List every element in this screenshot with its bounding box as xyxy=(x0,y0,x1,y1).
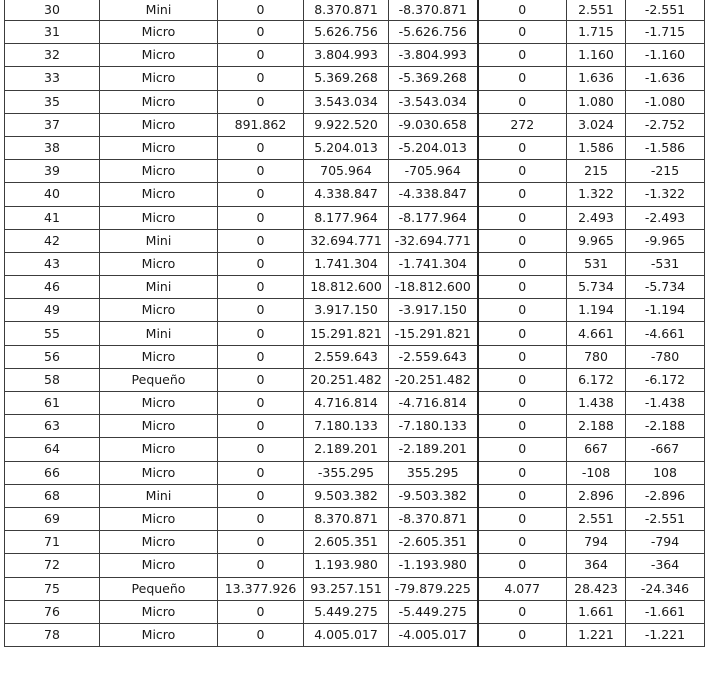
table-row xyxy=(5,438,705,461)
value-c-cell: -5.204.013 xyxy=(389,136,478,159)
value-f-cell: -2.493 xyxy=(626,206,705,229)
value-c-cell: -32.694.771 xyxy=(389,229,478,252)
id-cell: 56 xyxy=(5,345,100,368)
size-category-cell: Micro xyxy=(100,90,218,113)
size-category-cell: Micro xyxy=(100,623,218,646)
value-f-cell: -1.586 xyxy=(626,136,705,159)
table-row xyxy=(5,507,705,530)
value-b-cell: 1.193.980 xyxy=(304,554,389,577)
size-category-cell: Pequeño xyxy=(100,368,218,391)
value-e-cell: 28.423 xyxy=(567,577,626,600)
table-row xyxy=(5,90,705,113)
size-category-cell: Mini xyxy=(100,322,218,345)
value-a-cell: 0 xyxy=(218,623,304,646)
value-c-cell: -2.559.643 xyxy=(389,345,478,368)
value-d-cell: 0 xyxy=(478,531,567,554)
value-b-cell: 8.177.964 xyxy=(304,206,389,229)
value-c-cell: -5.626.756 xyxy=(389,21,478,44)
value-e-cell: 1.080 xyxy=(567,90,626,113)
value-e-cell: 2.493 xyxy=(567,206,626,229)
value-b-cell: 5.204.013 xyxy=(304,136,389,159)
id-cell: 41 xyxy=(5,206,100,229)
value-a-cell: 0 xyxy=(218,299,304,322)
id-cell: 68 xyxy=(5,484,100,507)
id-cell: 66 xyxy=(5,461,100,484)
value-f-cell: -1.221 xyxy=(626,623,705,646)
id-cell: 40 xyxy=(5,183,100,206)
table-row xyxy=(5,600,705,623)
id-cell: 43 xyxy=(5,252,100,275)
value-d-cell: 0 xyxy=(478,160,567,183)
id-cell: 55 xyxy=(5,322,100,345)
table-row xyxy=(5,113,705,136)
value-c-cell: -5.449.275 xyxy=(389,600,478,623)
value-d-cell: 0 xyxy=(478,183,567,206)
value-d-cell: 0 xyxy=(478,206,567,229)
value-e-cell: 1.438 xyxy=(567,392,626,415)
table-row xyxy=(5,183,705,206)
value-b-cell: 3.543.034 xyxy=(304,90,389,113)
id-cell: 32 xyxy=(5,44,100,67)
table-row xyxy=(5,44,705,67)
value-b-cell: 8.370.871 xyxy=(304,507,389,530)
table-row xyxy=(5,368,705,391)
id-cell: 69 xyxy=(5,507,100,530)
value-c-cell: -4.005.017 xyxy=(389,623,478,646)
value-f-cell: -794 xyxy=(626,531,705,554)
size-category-cell: Micro xyxy=(100,507,218,530)
size-category-cell: Micro xyxy=(100,438,218,461)
value-a-cell: 0 xyxy=(218,392,304,415)
table-row xyxy=(5,322,705,345)
value-c-cell: -8.370.871 xyxy=(389,0,478,21)
value-e-cell: 1.221 xyxy=(567,623,626,646)
value-a-cell: 0 xyxy=(218,90,304,113)
value-b-cell: 5.369.268 xyxy=(304,67,389,90)
table-row xyxy=(5,160,705,183)
value-a-cell: 0 xyxy=(218,484,304,507)
value-e-cell: 1.586 xyxy=(567,136,626,159)
value-f-cell: -1.438 xyxy=(626,392,705,415)
value-d-cell: 0 xyxy=(478,299,567,322)
value-e-cell: 1.661 xyxy=(567,600,626,623)
value-b-cell: 32.694.771 xyxy=(304,229,389,252)
table-row xyxy=(5,392,705,415)
value-a-cell: 0 xyxy=(218,206,304,229)
value-a-cell: 0 xyxy=(218,67,304,90)
value-a-cell: 891.862 xyxy=(218,113,304,136)
id-cell: 75 xyxy=(5,577,100,600)
value-b-cell: 18.812.600 xyxy=(304,276,389,299)
value-c-cell: -5.369.268 xyxy=(389,67,478,90)
value-a-cell: 0 xyxy=(218,531,304,554)
value-c-cell: -3.917.150 xyxy=(389,299,478,322)
value-d-cell: 0 xyxy=(478,44,567,67)
table-row xyxy=(5,623,705,646)
value-e-cell: 1.636 xyxy=(567,67,626,90)
value-b-cell: 4.338.847 xyxy=(304,183,389,206)
table-row xyxy=(5,345,705,368)
value-b-cell: 8.370.871 xyxy=(304,0,389,21)
value-d-cell: 0 xyxy=(478,90,567,113)
table-row xyxy=(5,484,705,507)
value-c-cell: -1.193.980 xyxy=(389,554,478,577)
value-e-cell: 6.172 xyxy=(567,368,626,391)
size-category-cell: Micro xyxy=(100,600,218,623)
value-d-cell: 0 xyxy=(478,461,567,484)
value-c-cell: -79.879.225 xyxy=(389,577,478,600)
value-d-cell: 0 xyxy=(478,67,567,90)
value-a-cell: 0 xyxy=(218,183,304,206)
value-c-cell: -9.503.382 xyxy=(389,484,478,507)
table-row xyxy=(5,252,705,275)
value-f-cell: -2.752 xyxy=(626,113,705,136)
value-a-cell: 0 xyxy=(218,0,304,21)
size-category-cell: Micro xyxy=(100,531,218,554)
value-e-cell: 2.188 xyxy=(567,415,626,438)
value-d-cell: 0 xyxy=(478,322,567,345)
size-category-cell: Mini xyxy=(100,0,218,21)
value-f-cell: -1.661 xyxy=(626,600,705,623)
id-cell: 46 xyxy=(5,276,100,299)
value-d-cell: 0 xyxy=(478,276,567,299)
size-category-cell: Micro xyxy=(100,21,218,44)
value-f-cell: -1.080 xyxy=(626,90,705,113)
table-row xyxy=(5,206,705,229)
size-category-cell: Micro xyxy=(100,136,218,159)
value-f-cell: -1.194 xyxy=(626,299,705,322)
value-a-cell: 0 xyxy=(218,160,304,183)
value-e-cell: 1.160 xyxy=(567,44,626,67)
value-f-cell: 108 xyxy=(626,461,705,484)
table-row xyxy=(5,299,705,322)
value-b-cell: 4.716.814 xyxy=(304,392,389,415)
value-b-cell: 4.005.017 xyxy=(304,623,389,646)
value-e-cell: 2.896 xyxy=(567,484,626,507)
size-category-cell: Mini xyxy=(100,276,218,299)
value-a-cell: 0 xyxy=(218,438,304,461)
value-f-cell: -215 xyxy=(626,160,705,183)
value-e-cell: 364 xyxy=(567,554,626,577)
size-category-cell: Micro xyxy=(100,160,218,183)
value-a-cell: 0 xyxy=(218,44,304,67)
value-d-cell: 0 xyxy=(478,392,567,415)
size-category-cell: Micro xyxy=(100,44,218,67)
value-d-cell: 0 xyxy=(478,600,567,623)
id-cell: 37 xyxy=(5,113,100,136)
value-d-cell: 0 xyxy=(478,415,567,438)
table-row xyxy=(5,21,705,44)
value-e-cell: 1.194 xyxy=(567,299,626,322)
value-b-cell: 3.917.150 xyxy=(304,299,389,322)
value-d-cell: 0 xyxy=(478,0,567,21)
size-category-cell: Micro xyxy=(100,252,218,275)
value-e-cell: 3.024 xyxy=(567,113,626,136)
value-c-cell: -9.030.658 xyxy=(389,113,478,136)
value-a-cell: 0 xyxy=(218,507,304,530)
value-a-cell: 0 xyxy=(218,415,304,438)
value-f-cell: -667 xyxy=(626,438,705,461)
value-e-cell: 2.551 xyxy=(567,507,626,530)
table-body xyxy=(5,0,705,647)
table-row xyxy=(5,229,705,252)
size-category-cell: Micro xyxy=(100,67,218,90)
size-category-cell: Micro xyxy=(100,299,218,322)
id-cell: 58 xyxy=(5,368,100,391)
table-row xyxy=(5,554,705,577)
value-d-cell: 0 xyxy=(478,507,567,530)
value-b-cell: 93.257.151 xyxy=(304,577,389,600)
value-a-cell: 0 xyxy=(218,229,304,252)
value-e-cell: 5.734 xyxy=(567,276,626,299)
value-c-cell: -18.812.600 xyxy=(389,276,478,299)
value-e-cell: 4.661 xyxy=(567,322,626,345)
value-c-cell: -4.716.814 xyxy=(389,392,478,415)
id-cell: 63 xyxy=(5,415,100,438)
value-b-cell: 2.559.643 xyxy=(304,345,389,368)
value-e-cell: 2.551 xyxy=(567,0,626,21)
value-f-cell: -2.188 xyxy=(626,415,705,438)
table-row xyxy=(5,531,705,554)
id-cell: 35 xyxy=(5,90,100,113)
table-row xyxy=(5,461,705,484)
value-f-cell: -9.965 xyxy=(626,229,705,252)
size-category-cell: Micro xyxy=(100,554,218,577)
value-c-cell: -3.543.034 xyxy=(389,90,478,113)
value-d-cell: 0 xyxy=(478,345,567,368)
value-d-cell: 0 xyxy=(478,229,567,252)
value-b-cell: 3.804.993 xyxy=(304,44,389,67)
table-row xyxy=(5,67,705,90)
value-a-cell: 0 xyxy=(218,600,304,623)
size-category-cell: Pequeño xyxy=(100,577,218,600)
id-cell: 78 xyxy=(5,623,100,646)
value-e-cell: 9.965 xyxy=(567,229,626,252)
value-d-cell: 272 xyxy=(478,113,567,136)
value-d-cell: 0 xyxy=(478,252,567,275)
value-f-cell: -2.551 xyxy=(626,0,705,21)
value-e-cell: 531 xyxy=(567,252,626,275)
value-e-cell: -108 xyxy=(567,461,626,484)
value-e-cell: 780 xyxy=(567,345,626,368)
table-row xyxy=(5,415,705,438)
value-d-cell: 0 xyxy=(478,136,567,159)
value-f-cell: -4.661 xyxy=(626,322,705,345)
value-f-cell: -780 xyxy=(626,345,705,368)
value-a-cell: 13.377.926 xyxy=(218,577,304,600)
value-a-cell: 0 xyxy=(218,136,304,159)
value-d-cell: 0 xyxy=(478,554,567,577)
value-d-cell: 0 xyxy=(478,484,567,507)
id-cell: 72 xyxy=(5,554,100,577)
id-cell: 64 xyxy=(5,438,100,461)
value-e-cell: 794 xyxy=(567,531,626,554)
value-f-cell: -364 xyxy=(626,554,705,577)
value-b-cell: 20.251.482 xyxy=(304,368,389,391)
value-c-cell: -4.338.847 xyxy=(389,183,478,206)
id-cell: 49 xyxy=(5,299,100,322)
value-b-cell: 5.449.275 xyxy=(304,600,389,623)
id-cell: 76 xyxy=(5,600,100,623)
value-c-cell: -2.605.351 xyxy=(389,531,478,554)
value-f-cell: -2.551 xyxy=(626,507,705,530)
value-d-cell: 0 xyxy=(478,623,567,646)
id-cell: 31 xyxy=(5,21,100,44)
value-a-cell: 0 xyxy=(218,345,304,368)
value-c-cell: -3.804.993 xyxy=(389,44,478,67)
value-c-cell: -8.370.871 xyxy=(389,507,478,530)
value-f-cell: -1.636 xyxy=(626,67,705,90)
value-a-cell: 0 xyxy=(218,368,304,391)
id-cell: 42 xyxy=(5,229,100,252)
value-c-cell: -705.964 xyxy=(389,160,478,183)
size-category-cell: Micro xyxy=(100,183,218,206)
value-b-cell: 2.605.351 xyxy=(304,531,389,554)
value-a-cell: 0 xyxy=(218,461,304,484)
id-cell: 33 xyxy=(5,67,100,90)
value-c-cell: -2.189.201 xyxy=(389,438,478,461)
value-f-cell: -2.896 xyxy=(626,484,705,507)
value-a-cell: 0 xyxy=(218,554,304,577)
value-f-cell: -6.172 xyxy=(626,368,705,391)
size-category-cell: Micro xyxy=(100,113,218,136)
size-category-cell: Mini xyxy=(100,229,218,252)
value-e-cell: 215 xyxy=(567,160,626,183)
size-category-cell: Micro xyxy=(100,345,218,368)
value-b-cell: 9.922.520 xyxy=(304,113,389,136)
value-b-cell: 1.741.304 xyxy=(304,252,389,275)
value-c-cell: 355.295 xyxy=(389,461,478,484)
value-a-cell: 0 xyxy=(218,276,304,299)
value-a-cell: 0 xyxy=(218,252,304,275)
value-a-cell: 0 xyxy=(218,21,304,44)
value-b-cell: 2.189.201 xyxy=(304,438,389,461)
value-c-cell: -8.177.964 xyxy=(389,206,478,229)
size-category-cell: Micro xyxy=(100,392,218,415)
id-cell: 39 xyxy=(5,160,100,183)
table-row xyxy=(5,577,705,600)
value-f-cell: -1.322 xyxy=(626,183,705,206)
data-table xyxy=(4,0,705,647)
value-f-cell: -1.160 xyxy=(626,44,705,67)
table-row xyxy=(5,0,705,21)
value-c-cell: -20.251.482 xyxy=(389,368,478,391)
value-d-cell: 4.077 xyxy=(478,577,567,600)
size-category-cell: Micro xyxy=(100,415,218,438)
table-row xyxy=(5,136,705,159)
value-e-cell: 1.715 xyxy=(567,21,626,44)
value-d-cell: 0 xyxy=(478,21,567,44)
value-b-cell: 7.180.133 xyxy=(304,415,389,438)
value-b-cell: 705.964 xyxy=(304,160,389,183)
id-cell: 30 xyxy=(5,0,100,21)
size-category-cell: Micro xyxy=(100,461,218,484)
value-f-cell: -1.715 xyxy=(626,21,705,44)
table-row xyxy=(5,276,705,299)
value-c-cell: -15.291.821 xyxy=(389,322,478,345)
value-b-cell: -355.295 xyxy=(304,461,389,484)
value-c-cell: -7.180.133 xyxy=(389,415,478,438)
id-cell: 71 xyxy=(5,531,100,554)
id-cell: 61 xyxy=(5,392,100,415)
size-category-cell: Mini xyxy=(100,484,218,507)
value-f-cell: -5.734 xyxy=(626,276,705,299)
value-a-cell: 0 xyxy=(218,322,304,345)
id-cell: 38 xyxy=(5,136,100,159)
value-b-cell: 15.291.821 xyxy=(304,322,389,345)
value-f-cell: -531 xyxy=(626,252,705,275)
value-e-cell: 1.322 xyxy=(567,183,626,206)
value-d-cell: 0 xyxy=(478,368,567,391)
value-f-cell: -24.346 xyxy=(626,577,705,600)
value-b-cell: 9.503.382 xyxy=(304,484,389,507)
size-category-cell: Micro xyxy=(100,206,218,229)
value-b-cell: 5.626.756 xyxy=(304,21,389,44)
value-e-cell: 667 xyxy=(567,438,626,461)
value-c-cell: -1.741.304 xyxy=(389,252,478,275)
data-table-sheet xyxy=(4,0,704,647)
value-d-cell: 0 xyxy=(478,438,567,461)
